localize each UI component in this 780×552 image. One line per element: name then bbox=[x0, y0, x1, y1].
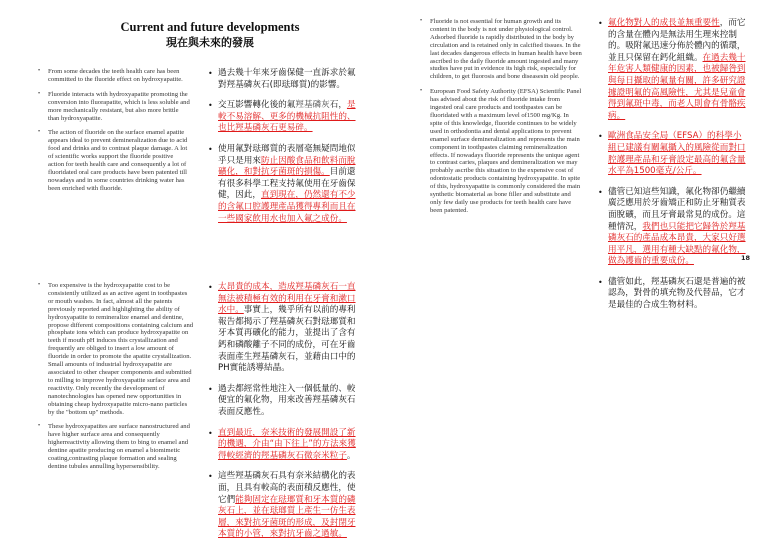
zh-item: • 儘管如此，羥基磷灰石還是普遍的被認為，對骨的填充物及代替品，它才是最佳的合成生物材料。 bbox=[598, 276, 746, 311]
en-item: • Fluoride interacts with hydroxyapatite promoting the conversion into fluorapatite, which is less soluble and more mechanically resistant, but also more brittle than hydroxyapatite. bbox=[38, 90, 190, 122]
section-title-zh: 現在與未來的發展 bbox=[166, 36, 254, 49]
zh-item: • 歐洲食品安全局（EFSA）的科學小組已建議有關氟攝入的風險從而對口腔護理產品和牙膏設定最高的氟含量水平為1500毫克/公斤。 bbox=[598, 131, 746, 177]
body-text: 事實上，幾乎所有以前的專利報告都揭示了羥基磷灰石對琺瑯質和牙本質再礦化的能力，並提出了含有鈣和磷酸離子不同的成份，可在牙齒表面產生羥基磷灰石，並藉由口中的PH實能誘導結晶。 bbox=[218, 305, 356, 374]
en-item: • Too expensive is the hydroxyapatite cost to be consistently utilized as an active agent in toothpastes or mouth washes. In fact, almost all the patents previously reported and highlighting the ability of hydroxyapatite to remineralize enamel and dentine, propose different compositions containing calcium and phosphate ions which can produce hydroxyapatite on teeth if mouth pH induces this crystallization and frequently are obliged to insert a low amount of fluoride in order to promote the apatite crystallization. Small amounts of industrial hydroxyapatite are associated to other cheaper components and submitted to milling to improve hydroxyapatite surface area and reactivity. Only recently the development of nanotechnologies has opened new opportunities in obtaining cheap hydroxyapatite micro-nano particles by the "bottom up" methods. bbox=[38, 282, 194, 416]
zh-item: • 太昂貴的成本，造成羥基磷灰石一直無法被積極有效的利用在牙膏和漱口水中。事實上，幾乎所有以前的專利報告都揭示了羥基磷灰石對琺瑯質和牙本質再礦化的能力，並提出了含有鈣和磷酸離子不同的成份，可在牙齒表面產生羥基磷灰石，並藉由口中的PH實能誘導結晶。 bbox=[208, 282, 356, 374]
en-item: • European Food Safety Authority (EFSA) Scientific Panel has advised about the risk of fluoride intake from ingested oral care products and toothpastes can be fluoridated with a maximum level of1500 mg/Kg. In spite of this knowledge, fluoride continues to be widely used in orthodontia and dental applications to prevent enamel surface demineralization and represents the main component in toothpastes claiming remineralization effects. If nowadays fluoride represents the unique agent to contrast caries, plaques and demineralization we may probably ascribe this situation to the expensive cost of odontostatic products containing hydroxyapatite. In spite of this, hydroxyapatite is commonly considered the main synthetic biomaterial as bone filler and substitute and only few daily use products for teeth health care have been patented. bbox=[420, 88, 582, 214]
zh-item: • 儘管已知這些知識，氟化物卻仍繼續廣泛應用於牙齒矯正和防止牙釉質表面脫礦，而且牙膏最常見的成份。這種情況，我們也只能把它歸咎於羥基磷灰石的產品成本昂貴，大家只好選用平凡，選用有種大缺點的氟化物，做為護齒的重要成份。 bbox=[598, 186, 746, 267]
page-current-future bbox=[0, 0, 390, 270]
body-text: 過去都經常性地注入一個低量的、較便宜的氟化物，用來改善羥基磷灰石表面反應性。 bbox=[218, 383, 356, 417]
body-text: 交互影響轉化後的氟 bbox=[218, 100, 296, 111]
section-title-en: Current and future developments bbox=[120, 20, 300, 34]
body-text: 過去幾十年來牙齒保健一直訴求於氟對羥基磷灰石(即琺瑯質)的影響。 bbox=[218, 68, 356, 90]
chinese-column bbox=[598, 18, 750, 321]
zh-item: • 過去幾十年來牙齒保健一直訴求於氟對羥基磷灰石(即琺瑯質)的影響。 bbox=[208, 68, 356, 90]
body-text: 石， bbox=[329, 100, 347, 111]
highlighted-text: 我們也只能把它歸咎於羥基磷灰石的產品成本昂貴，大家只好選用平凡，選用有種大缺點的氟化物，做為護齒的重要成份。 bbox=[608, 221, 746, 267]
highlighted-text: 是較不易溶解、更多的機械抗阻性的、也比羥基磷灰石更易碎。 bbox=[218, 100, 356, 134]
highlighted-text: 能夠固定在琺瑯質和牙本質的磷灰石上，並在琺瑯質上產生一仿生表層，來對抗牙菌斑的形成，及封閉牙本質的小管，來對抗牙齒之過敏。 bbox=[218, 494, 356, 540]
highlighted-text: 直到現在，仍然還有不少的含氟口腔護理產品獲得專利而且在一些國家飲用水也加入氟之成份。 bbox=[218, 190, 356, 224]
en-item: • From some decades the teeth health care has been committed to the fluoride effect on hydroxyapatite. bbox=[38, 68, 183, 83]
zh-item: • 使用氟對琺瑯質的表層毫無疑問地似乎只是用來防止因酸食品和飲料而脫礦化，和對抗牙菌斑的損傷。目前還有很多科學工程支持氟使用在牙齒保健，因此，直到現在，仍然還有不少的含氟口腔護理產品獲得專利而且在一些國家飲用水也加入氟之成份。 bbox=[208, 143, 356, 224]
zh-item: • 這些羥基磷灰石具有奈米結構化的表面，且具有較高的表面積反應性，使它們能夠固定在琺瑯質和牙本質的磷灰石上，並在琺瑯質上產生一仿生表層，來對抗牙菌斑的形成，及封閉牙本質的小管，來對抗牙齒之過敏。 bbox=[208, 471, 356, 540]
body-text: 儘管如此，羥基磷灰石還是普遍的被認為，對骨的填充物及代替品，它才是最佳的合成生物材料。 bbox=[608, 276, 746, 311]
section-title bbox=[120, 20, 300, 50]
chinese-column bbox=[208, 282, 358, 550]
body-text: 這些羥基磷灰石具有奈米結構化的表面，且具有較高的表面積反應性，使它們 bbox=[218, 471, 356, 505]
page-hydroxyapatite bbox=[0, 272, 390, 552]
en-item: • The action of fluoride on the surface enamel apatite appears ideal to prevent demineralization due to acid food and drinks and to contrast plaque damage. A lot of scientific works support the fluoride positive action for teeth health care and consequently a lot of fluoridated oral care products have been patented till nowadays and in some countries drinking water has been enriched with fluoride. bbox=[38, 129, 188, 192]
en-item: • These hydroxyapatites are surface nanostructured and have higher surface area and consequently higherreactivity allowing them to bing to enamel and dentine apatite producing on enamel a biomimetic coating,contrasting plaque formation and sealing dentine tubules annulling hypersensibility. bbox=[38, 423, 190, 470]
zh-item: • 直到最近，奈米技術的發展開設了新的機遇，介由“由下往上”的方法來獲得較經濟的羥基磷灰石微奈米粒子。 bbox=[208, 427, 356, 461]
en-item: • Fluoride is not essential for human growth and its content in the body is not under physiological control. Adsorbed fluoride is rapidly distributed in the body by circulation and is retained only in calcified tissues. In the last decades dangerous effects in human health have been ascribed to the daily fluoride amount ingested and many studies have put in evidence its high risk, especially for children, to get fluorosis and bone diseasesin old people. bbox=[420, 18, 582, 81]
zh-item: • 過去都經常性地注入一個低量的、較便宜的氟化物，用來改善羥基磷灰石表面反應性。 bbox=[208, 383, 356, 417]
body-text: 使用氟對琺瑯質的表層毫無疑問地似乎只是用來 bbox=[218, 143, 356, 166]
highlighted-text: 防止因酸食品和飲料而脫礦化，和對抗牙菌斑的損傷。 bbox=[218, 155, 356, 178]
highlighted-text: 氟化物對人的成長並無重要性 bbox=[608, 18, 720, 28]
zh-item: • 氟化物對人的成長並無重要性，而它的含量在體內是無法用生理來控制的。吸附氟迅速分佈於體內的循環，並且只保留在鈣化組織。在過去幾十年危害人類健康的因素，也被歸咎到與每日攝取的氟量有關，許多研究證據證明氟的高風險性，尤其是兒童會得到氟斑中毒，而老人則會有骨骼疾病。 bbox=[598, 18, 746, 121]
body-text: ，而它的含量在體內是無法用生理來控制的。吸附氟迅速分佈於體內的循環，並且只保留在鈣化組織。 bbox=[608, 18, 746, 63]
body-text: 儘管已知這些知識，氟化物卻仍繼續廣泛應用於牙齒矯正和防止牙釉質表面脫礦，而且牙膏最常見的成份。這種情況， bbox=[608, 186, 746, 232]
zh-item: • 交互影響轉化後的氟羥基磷灰石，是較不易溶解、更多的機械抗阻性的、也比羥基磷灰石更易碎。 bbox=[208, 100, 356, 134]
page-fluoride bbox=[390, 0, 780, 311]
page-number: 18 bbox=[740, 254, 750, 262]
body-text: 。 bbox=[346, 450, 356, 461]
body-text: 羥基磷灰 bbox=[295, 100, 330, 111]
highlighted-text: 直到最近，奈米技術的發展開設了新的機遇，介由“由下往上”的方法來獲得較經濟的羥基磷灰石微奈米粒子 bbox=[218, 427, 356, 461]
chinese-column bbox=[208, 68, 358, 234]
english-column bbox=[38, 68, 190, 200]
highlighted-text: 太昂貴的成本，造成羥基磷灰石一直無法被積極有效的利用在牙膏和漱口水中。 bbox=[218, 282, 356, 316]
body-text: 目前還有很多科學工程支持氟使用在牙齒保健，因此， bbox=[218, 167, 356, 201]
highlighted-text: 在過去幾十年危害人類健康的因素，也被歸咎到與每日攝取的氟量有關，許多研究證據證明氟的高風險性，尤其是兒童會得到氟斑中毒，而老人則會有骨骼疾病。 bbox=[608, 52, 746, 121]
highlighted-text: 歐洲食品安全局（EFSA）的科學小組已建議有關氟攝入的風險從而對口腔護理產品和牙膏設定最高的氟含量水平為1500毫克/公斤。 bbox=[608, 131, 746, 177]
english-column bbox=[38, 282, 194, 478]
english-column bbox=[420, 18, 582, 222]
